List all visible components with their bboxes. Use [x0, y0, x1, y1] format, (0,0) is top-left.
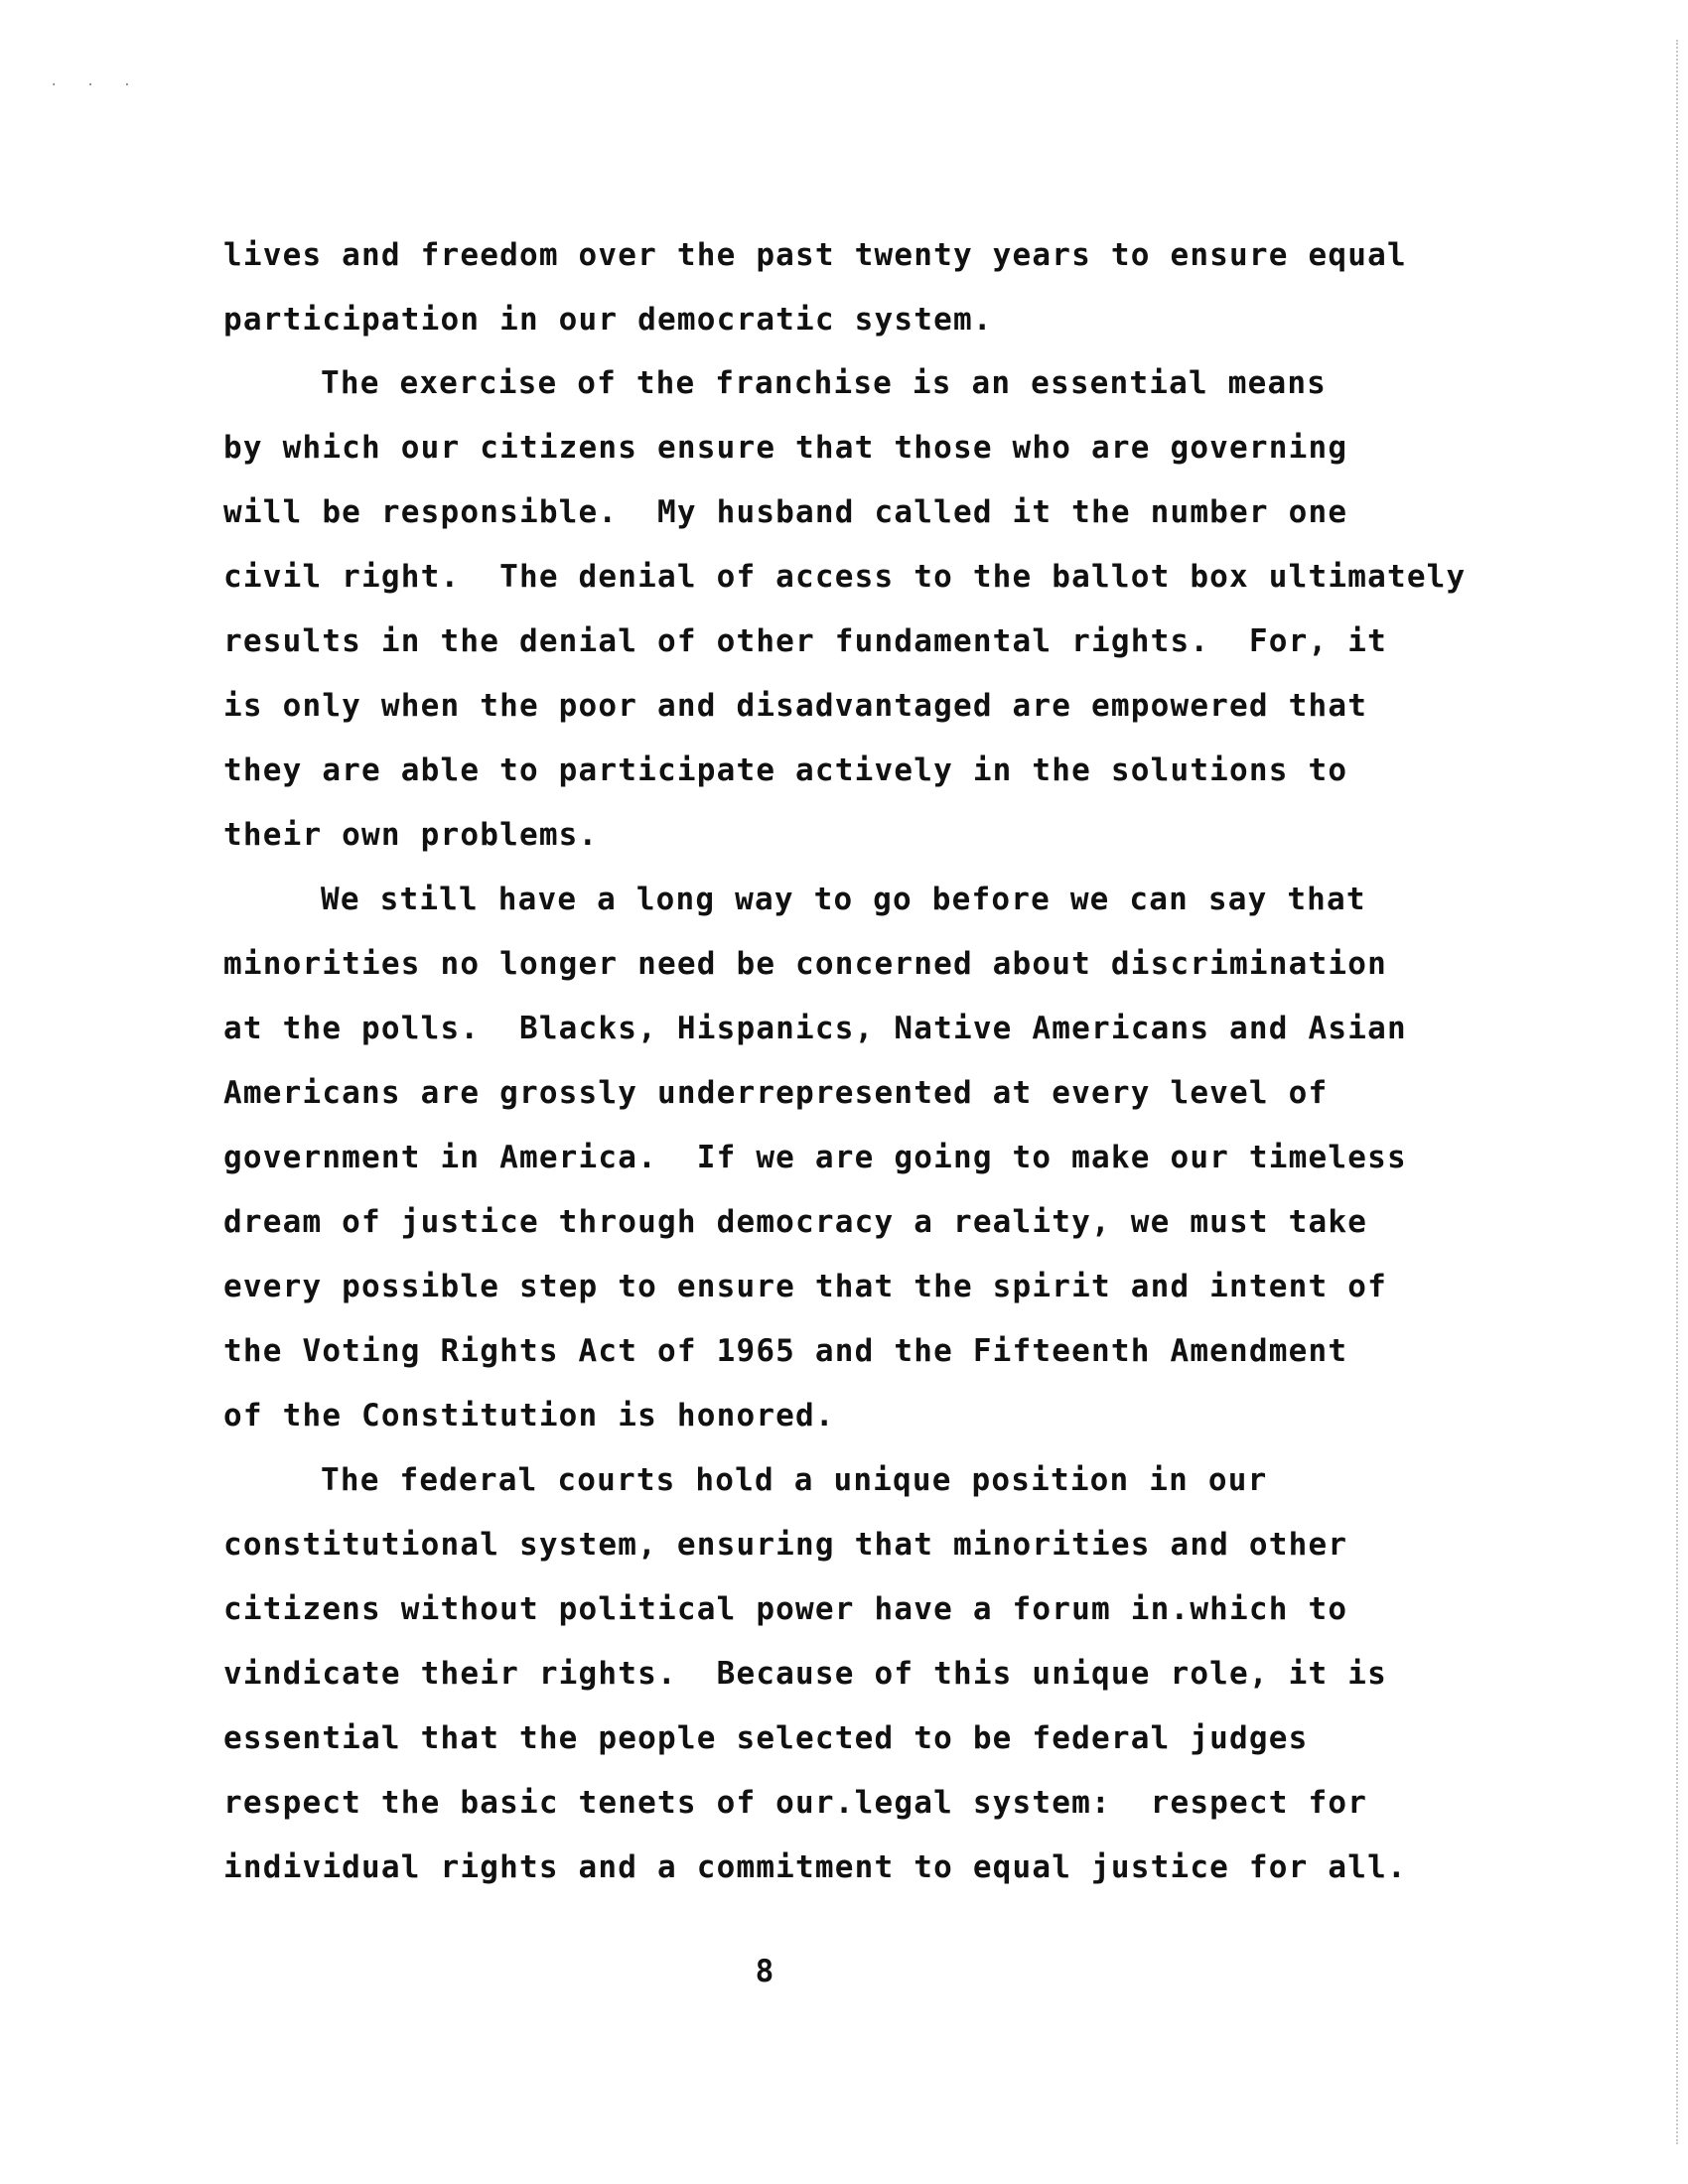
paragraph-1-line-1: lives and freedom over the past twenty years to ensure equal — [223, 237, 1407, 273]
paragraph-1-line-2: participation in our democratic system. — [223, 302, 993, 338]
paragraph-4-line-5: essential that the people selected to be federal judges — [223, 1720, 1309, 1756]
paragraph-3-line-6: dream of justice through democracy a reality, we must take — [223, 1204, 1368, 1240]
paragraph-3-line-7: every possible step to ensure that the spirit and intent of — [223, 1269, 1387, 1304]
paragraph-4-line-7: individual rights and a commitment to equal justice for all. — [223, 1849, 1407, 1885]
paragraph-3-line-8: the Voting Rights Act of 1965 and the Fifteenth Amendment — [223, 1333, 1348, 1369]
paragraph-2-line-1: The exercise of the franchise is an essential means — [321, 365, 1328, 401]
paragraph-4-line-3: citizens without political power have a forum in.which to — [223, 1591, 1348, 1627]
scan-artifact-marks: · · · — [50, 77, 142, 93]
paragraph-2-line-7: they are able to participate actively in the solutions to — [223, 752, 1348, 788]
paragraph-4-line-4: vindicate their rights. Because of this unique role, it is — [223, 1656, 1387, 1692]
paragraph-2-line-6: is only when the poor and disadvantaged are empowered that — [223, 688, 1368, 724]
paragraph-3-line-5: government in America. If we are going to make our timeless — [223, 1140, 1407, 1175]
paragraph-3-line-1: We still have a long way to go before we can say that — [321, 882, 1366, 917]
paragraph-3-line-3: at the polls. Blacks, Hispanics, Native Americans and Asian — [223, 1011, 1407, 1046]
scan-edge-line — [1674, 40, 1678, 2144]
paragraph-3-line-2: minorities no longer need be concerned about discrimination — [223, 946, 1387, 982]
paragraph-3-line-9: of the Constitution is honored. — [223, 1398, 835, 1433]
paragraph-4-line-2: constitutional system, ensuring that minorities and other — [223, 1527, 1348, 1563]
paragraph-4-line-1: The federal courts hold a unique position in our — [321, 1462, 1268, 1498]
paragraph-3-line-4: Americans are grossly underrepresented at every level of — [223, 1075, 1329, 1111]
page-number: 8 — [755, 1954, 774, 1989]
paragraph-2-line-8: their own problems. — [223, 817, 599, 853]
paragraph-2-line-4: civil right. The denial of access to the ballot box ultimately — [223, 559, 1467, 595]
paragraph-4-line-6: respect the basic tenets of our.legal system: respect for — [223, 1785, 1368, 1821]
paragraph-2-line-2: by which our citizens ensure that those who are governing — [223, 430, 1348, 466]
paragraph-2-line-3: will be responsible. My husband called it the number one — [223, 494, 1348, 530]
paragraph-2-line-5: results in the denial of other fundamental rights. For, it — [223, 623, 1387, 659]
